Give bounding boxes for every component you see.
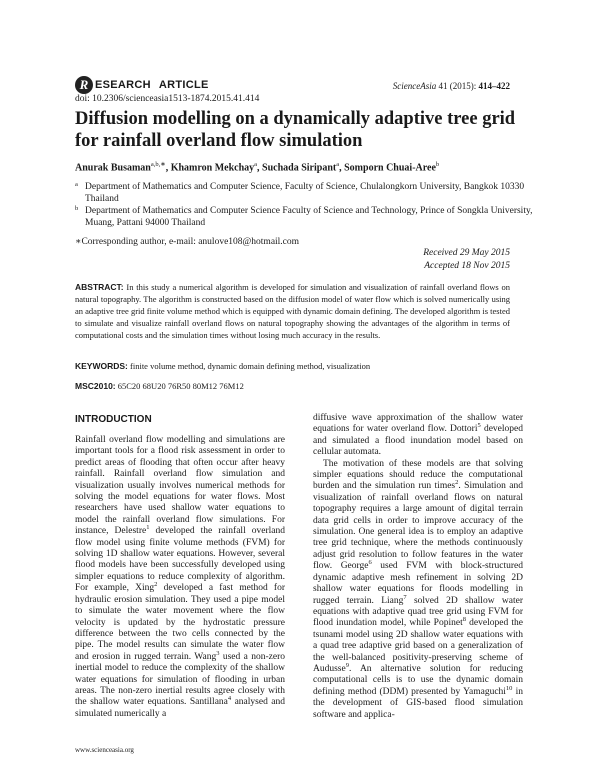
journal-name: ScienceAsia [392,81,437,91]
msc-codes [75,381,244,391]
section-heading-introduction: INTRODUCTION [75,414,152,425]
journal-citation [393,81,510,91]
received-date: Received 29 May 2015 [423,248,510,258]
author-affiliation-mark: a [336,161,340,168]
paper-title: Diffusion modelling on a dynamically adaptive tree grid for rainfall overland flow simulation [75,109,516,151]
citation: 9 [345,661,349,669]
author: Khamron Mekchay [170,162,255,174]
section-label-article: ARTICLE [158,79,209,91]
author-list: Anurak Busaman$^{a,b,∗}$, Khamron Mekchay$^a$, Suchada Siripant$^a$, Somporn Chuai-Aree$^b$ [75,161,440,174]
right-column [313,413,523,721]
doi: doi: 10.2306/scienceasia1513-1874.2015.41.414 [75,94,260,104]
affiliation [75,205,535,229]
author: Suchada Siripant [262,162,337,174]
affiliation-label: b [75,205,79,212]
left-column [75,412,285,720]
affiliation-text: Department of Mathematics and Computer Science Faculty of Science and Technology, Prince of Songkla University, Muang, Pattani 94000 Thailand [85,206,533,228]
journal-pages: 414–422 [478,81,510,91]
author: Anurak Busaman [75,162,151,174]
citation: 2 [154,581,158,589]
keywords-text: finite volume method, dynamic domain defining method, visualization [127,361,371,371]
citation: 5 [477,422,481,430]
abstract-label: ABSTRACT: [75,282,124,292]
msc-text: 65C20 68U20 76R50 80M12 76M12 [115,381,244,391]
author: Somporn Chuai-Aree [344,162,436,174]
affiliation [75,181,535,205]
paragraph: diffusive wave approximation of the shallow water equations for water overland flow. Dottori$^5$ developed and simulated a flood inundation model based on cellular automata. [313,413,523,458]
footer-website: www.scienceasia.org [75,746,134,754]
corresponding-author: ∗Corresponding author, e-mail: anulove108@hotmail.com [75,237,300,247]
keywords-label: KEYWORDS: [75,361,128,371]
section-label-research: ESEARCH [95,79,151,91]
keywords [75,361,370,371]
citation: 1 [146,524,150,532]
paragraph: The motivation of these models are that solving simpler equations should reduce the computational burden and the simulation run times$^2$. Simulation and visualization of rainfall overland flows on natural topography requires a large amount of digital terrain data grid cells in order to improve accuracy of the simulation. One general idea is to employ an adaptive tree grid technique, where the methods continuously adjust grid resolution to follow features in the water flow. George$^6$ used FVM with block-structured dynamic adaptive mesh refinement in solving 2D shallow water equations for floods modelling in rugged terrain. Liang$^7$ solved 2D shallow water equations with adaptive quad tree grid using FVM for flood inundation model, while Popinet$^8$ developed the tsunami model using 2D shallow water equations with a quad tree adaptive grid based on a generalization of the well-balanced positivity-preserving scheme of Audusse$^9$. An alternative solution for reducing computational cells is to use the dynamic domain defining method (DDM) presented by Yamaguchi$^{10}$ in the development of GIS-based flood simulation software and applica- [313,458,523,720]
paragraph: Rainfall overland flow modelling and simulations are important tools for a flood risk assessment in order to predict areas of flooding that often occur after heavy rainfall. Rainfall overland flow simulation and visualization usually involves numerical methods for solving the model equations for water flows. Most researchers have used shallow water equations to model the rainfall overland flow simulations. For instance, Delestre$^1$ developed the rainfall overland flow model using finite volume methods (FVM) for solving 1D shallow water equations. However, several flood models have been successfully developed using simpler equations to reduce complexity of algorithm. For example, Xing$^2$ developed a fast method for hydraulic erosion simulation. They used a pipe model to simulate the water movement where the flow velocity is updated by the hydrostatic pressure difference between the two cells connected by the pipe. The model results can simulate the water flow and erosion in rugged terrain. Wang$^3$ used a non-zero inertial model to reduce the complexity of the shallow water equations for simulation of flooding in urban areas. The non-zero inertial results agree closely with the shallow water equations. Santillana$^4$ analysed and simulated numerically a [75,435,286,719]
journal-section-logo [75,76,209,94]
author-affiliation-mark: a [254,161,258,168]
msc-label: MSC2010: [75,381,116,391]
dates [423,247,510,273]
citation: 6 [368,559,372,567]
journal-volume: 41 (2015): [436,81,479,91]
citation: 2 [455,479,459,487]
citation: 3 [216,649,220,657]
research-logo-icon: R [75,76,93,94]
accepted-date: Accepted 18 Nov 2015 [424,261,510,271]
affiliation-text: Department of Mathematics and Computer Science, Faculty of Science, Chulalongkorn University, Bangkok 10330 Thailand [85,182,525,204]
citation: 4 [227,695,232,703]
abstract-text: In this study a numerical algorithm is developed for simulation and visualization of rainfall overland flows on natural topography. The algorithm is constructed based on the diffusion model of water flow which is solved numerically using an adaptive tree grid finite volume method which is equipped with dynamic domain defining. The developed algorithm is tested to simulate and visualize rainfall overland flows on natural topography showing the advantages of the algorithm in terms of computational costs and the simulation times without losing much accuracy in the results. [75,282,510,340]
abstract [75,281,510,341]
citation: 7 [403,593,407,601]
citation: 8 [462,616,466,624]
affiliation-label: a [75,181,78,188]
author-affiliation-mark: a,b,∗ [150,161,166,168]
citation: 10 [505,684,513,692]
author-affiliation-mark: b [435,161,440,168]
